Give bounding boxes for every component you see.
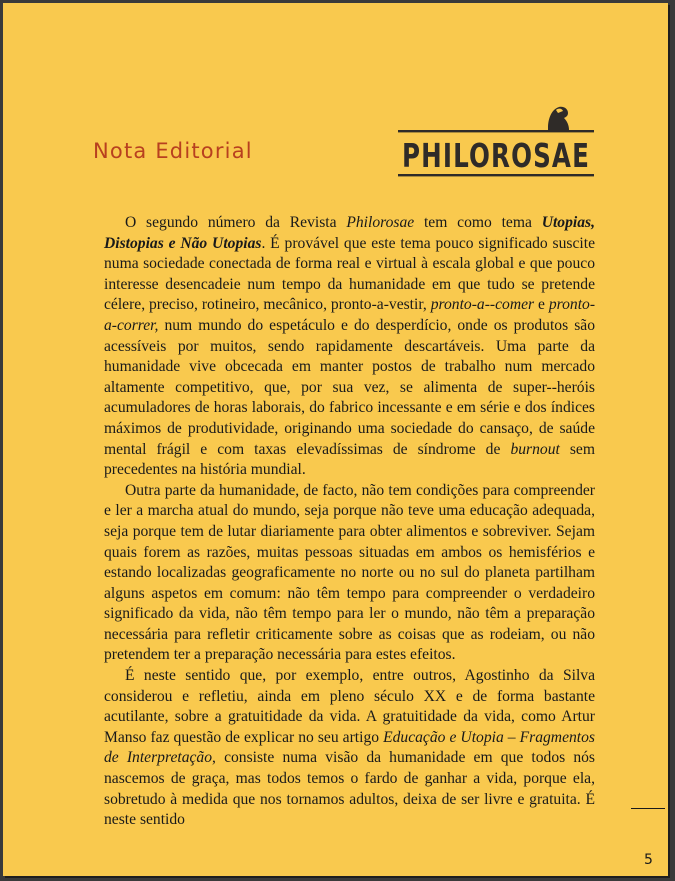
text-run: e (534, 296, 549, 314)
text-run: Outra parte da humanidade, de facto, não tem condições para compreender e ler a marcha atual do mundo, seja porque não teve uma educação adequada, seja porque tem de lutar diariamente para obter alimentos e sobreviver. Sejam quais forem as razões, muitas pessoas situadas em ambos os hemisférios e estando localizadas geograficamente no norte ou no sul do planeta partilham alguns aspetos em comum: não têm tempo para compreender o verdadeiro significado da vida, não têm tempo para ler o mundo, não têm a preparação necessária para refletir criticamente sobre as coisas que as rodeiam, ou não pretendem ter a preparação necessária para estes efeitos. (104, 481, 595, 664)
text-run: . É provável que este tema pouco significado suscite numa sociedade conectada de forma real e virtual à escala global e que pouco interesse desencadeie num tempo da humanidade em que tudo se pretende célere, preciso, rotineiro, mecânico, pronto-a-vestir, (104, 234, 595, 314)
text-run: tem como tema (414, 214, 542, 231)
logo-graphic (396, 104, 596, 180)
text-run: O segundo número da Revista (125, 214, 347, 231)
section-title: Nota Editorial (93, 139, 253, 163)
logo-wordmark: PHILOROSAE (402, 136, 590, 175)
text-run: , consiste numa visão da humanidade em que todos nós nascemos de graça, mas todos temos o fardo de ganhar a vida, porque ela, sobretudo à medida que nos tornamos adultos, deixa de ser livre e gratuita. É neste sentido (104, 749, 595, 829)
italic-text: Philorosae (346, 214, 415, 231)
text-run: sem precedentes na história mundial. (104, 440, 595, 479)
paragraph (104, 213, 595, 481)
italic-text: Educação e Utopia – Fragmentos de Interpretação (104, 728, 595, 767)
italic-text: pronto-a-correr, (104, 296, 596, 334)
philorosae-logo (396, 104, 596, 180)
document-page (3, 3, 668, 876)
page-number: 5 (644, 852, 653, 868)
footer-rule (631, 808, 665, 809)
paragraph (104, 666, 595, 831)
text-run: num mundo do espetáculo e do desperdício, onde os produtos são acessíveis por muitos, sendo rapidamente descartáveis. Uma parte da humanidade vive obcecada em manter postos de trabalho num mercado altamente competitivo, que, por sua vez, se alimenta de super--heróis acumuladores de horas laborais, do fabrico incessante e em série e dos índices máximos de produtividade, originando uma sociedade do cansaço, de saúde mental frágil e com taxas elevadíssimas de síndrome de (104, 316, 595, 458)
text-run: É neste sentido que, por exemplo, entre outros, Agostinho da Silva considerou e refletiu, ainda em pleno século XX e de forma bastante acutilante, sobre a gratuitidade da vida. A gratuitidade da vida, como Artur Manso faz questão de explicar no seu artigo (104, 667, 595, 746)
paragraph (104, 481, 595, 666)
article-body (104, 213, 595, 831)
emphasized-title: Utopias, Distopias e Não Utopias (104, 214, 595, 252)
italic-text: pronto-a--comer (430, 296, 535, 314)
italic-text: burnout (510, 440, 560, 458)
logo-emblem-icon (548, 107, 569, 130)
